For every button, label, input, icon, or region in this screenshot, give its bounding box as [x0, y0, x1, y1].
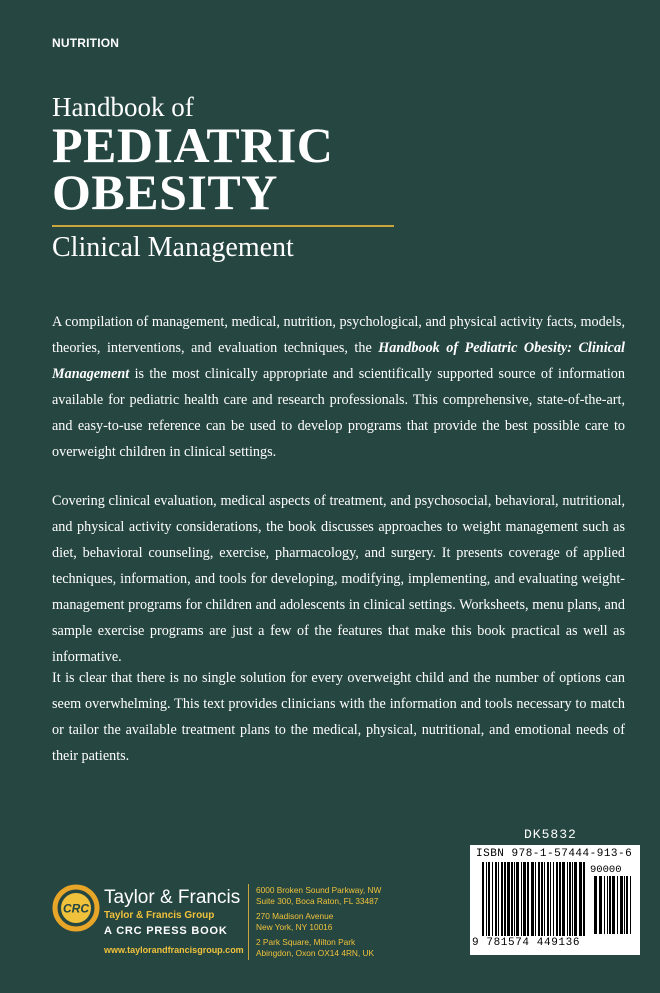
isbn-barcode — [470, 845, 640, 955]
description-paragraph-1 — [52, 309, 625, 465]
description-paragraph-3: It is clear that there is no single solution for every overweight child and the number of options can seem overwhelming. This text provides clinicians with the information and tools necessary to match or tailor the available treatment plans to the medical, physical, nutritional, and emotional needs of their patients. — [52, 670, 625, 764]
crc-logo-icon — [52, 884, 100, 932]
address-abingdon — [256, 937, 381, 958]
crc-logo-text: CRC — [63, 901, 89, 916]
publisher-imprint: A CRC PRESS BOOK — [104, 925, 228, 937]
address-boca-raton — [256, 885, 381, 906]
isbn-number: ISBN 978-1-57444-913-6 — [476, 848, 633, 860]
p1-text-end: is the most clinically appropriate and scientifically supported source of information available for pediatric health care and research professionals. This comprehensive, state-of-the-art, and easy-to-use reference can be used to develop programs that provide the best possible care to overweight children in clinical settings. — [52, 366, 625, 460]
ean-barcode-bars — [482, 862, 586, 936]
ean-digits: 9 781574 449136 — [472, 937, 581, 949]
address-line: 2 Park Square, Milton Park — [256, 937, 356, 947]
addon-barcode-bars — [594, 876, 634, 934]
p1-text-start: A compilation of management, medical, nutrition, psychological, and physical activity facts, models, theories, interventions, and evaluation techniques, the — [52, 314, 625, 356]
title-prefix: Handbook of — [52, 92, 194, 122]
title-line-1: PEDIATRIC — [52, 117, 334, 173]
address-line: 270 Madison Avenue — [256, 911, 334, 921]
address-line: New York, NY 10016 — [256, 921, 333, 932]
address-new-york — [256, 911, 381, 932]
publisher-addresses — [256, 885, 381, 963]
publisher-name: Taylor & Francis — [104, 887, 241, 908]
catalog-number: DK5832 — [524, 827, 577, 842]
p1-book-title-italic: Handbook of Pediatric Obesity: Clinical Management — [52, 340, 625, 382]
publisher-website: www.taylorandfrancisgroup.com — [104, 945, 244, 955]
publisher-group: Taylor & Francis Group — [104, 910, 215, 921]
address-line: Suite 300, Boca Raton, FL 33487 — [256, 895, 379, 906]
category-label: NUTRITION — [52, 36, 120, 50]
title-line-2: OBESITY — [52, 164, 278, 220]
price-code: 90000 — [590, 864, 622, 876]
book-subtitle: Clinical Management — [52, 232, 294, 263]
book-title — [52, 92, 397, 263]
address-line: 6000 Broken Sound Parkway, NW — [256, 885, 382, 895]
title-rule — [52, 225, 394, 227]
publisher-divider — [248, 884, 249, 960]
description-paragraph-2: Covering clinical evaluation, medical aspects of treatment, and psychosocial, behavioral, nutritional, and physical activity considerations, the book discusses approaches to weight management such as diet, behavioral counseling, exercise, pharmacology, and surgery. It presents coverage of applied techniques, information, and tools for developing, modifying, implementing, and evaluating weight-management programs for children and adolescents in clinical settings. Worksheets, menu plans, and sample exercise programs are just a few of the features that make this book practical as well as informative. — [52, 493, 625, 665]
address-line: Abingdon, Oxon OX14 4RN, UK — [256, 947, 375, 958]
